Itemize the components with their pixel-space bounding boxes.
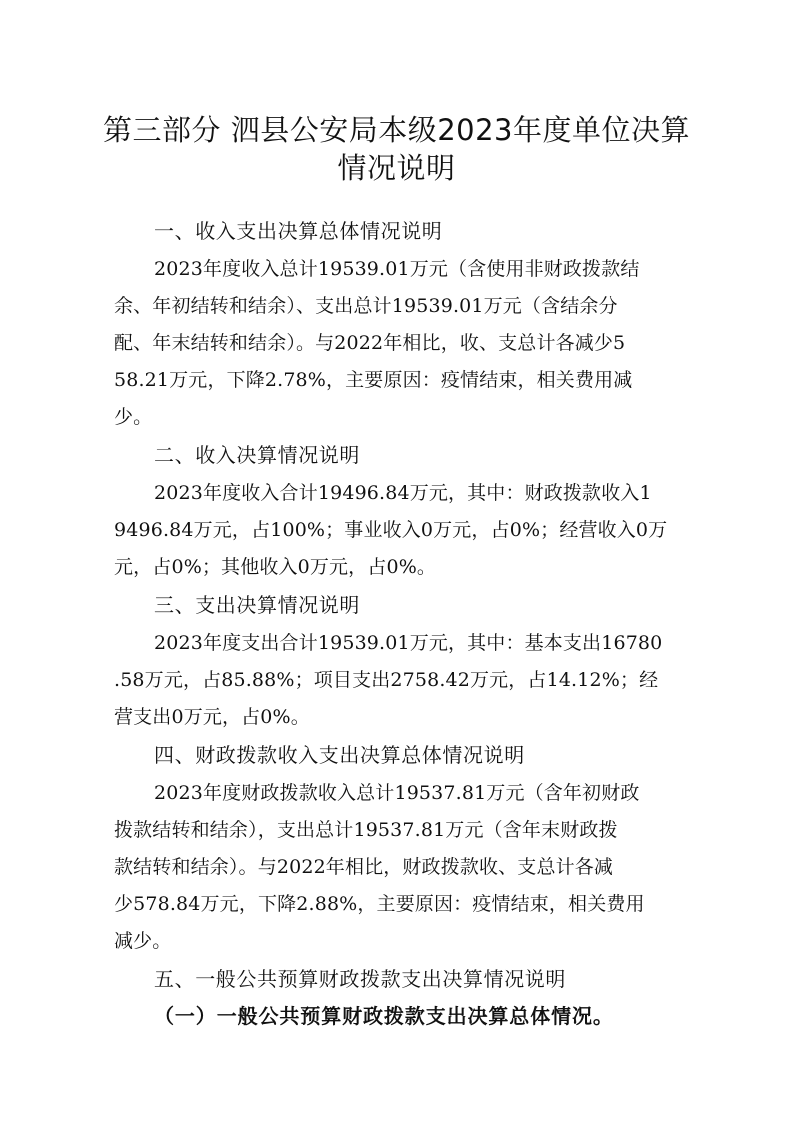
section-3-paragraph-line: .58万元，占85.88%；项目支出2758.42万元，占14.12%；经 (114, 669, 659, 691)
section-2-paragraph-line: 2023年度收入合计19496.84万元，其中：财政拨款收入1 (154, 482, 652, 504)
page-title-line-1: 第三部分 泗县公安局本级2023年度单位决算 (102, 113, 691, 147)
section-2-paragraph-line: 9496.84万元，占100%；事业收入0万元，占0%；经营收入0万 (114, 519, 668, 541)
section-4-heading: 四、财政拨款收入支出决算总体情况说明 (154, 743, 525, 767)
section-4-paragraph-line: 少578.84万元，下降2.88%，主要原因：疫情结束，相关费用 (114, 893, 645, 915)
section-1-paragraph-line: 余、年初结转和结余）、支出总计19539.01万元（含结余分 (114, 295, 618, 317)
section-1-paragraph-line: 配、年末结转和结余）。与2022年相比，收、支总计各减少5 (114, 332, 626, 354)
section-1-paragraph-line: 2023年度收入总计19539.01万元（含使用非财政拨款结 (154, 258, 640, 280)
section-5-heading: 五、一般公共预算财政拨款支出决算情况说明 (154, 967, 566, 991)
section-3-paragraph-line: 营支出0万元，占0%。 (114, 706, 310, 728)
section-1-paragraph-line: 58.21万元，下降2.78%，主要原因：疫情结束，相关费用减 (114, 369, 633, 391)
section-3-paragraph-line: 2023年度支出合计19539.01万元，其中：基本支出16780 (154, 632, 663, 654)
section-1-paragraph-line: 少。 (114, 406, 153, 428)
section-3-heading: 三、支出决算情况说明 (154, 593, 360, 617)
page-title-line-2: 情况说明 (337, 151, 456, 185)
section-4-paragraph-line: 拨款结转和结余），支出总计19537.81万元（含年末财政拨 (114, 819, 618, 841)
section-5-subheading: （一）一般公共预算财政拨款支出决算总体情况。 (154, 1004, 614, 1028)
section-4-paragraph-line: 减少。 (114, 930, 172, 952)
section-1-heading: 一、收入支出决算总体情况说明 (154, 219, 443, 243)
section-2-heading: 二、收入决算情况说明 (154, 443, 360, 467)
section-2-paragraph-line: 元，占0%；其他收入0万元，占0%。 (114, 556, 437, 578)
section-4-paragraph-line: 款结转和结余）。与2022年相比，财政拨款收、支总计各减 (114, 856, 614, 878)
section-4-paragraph-line: 2023年度财政拨款收入总计19537.81万元（含年初财政 (154, 782, 640, 804)
